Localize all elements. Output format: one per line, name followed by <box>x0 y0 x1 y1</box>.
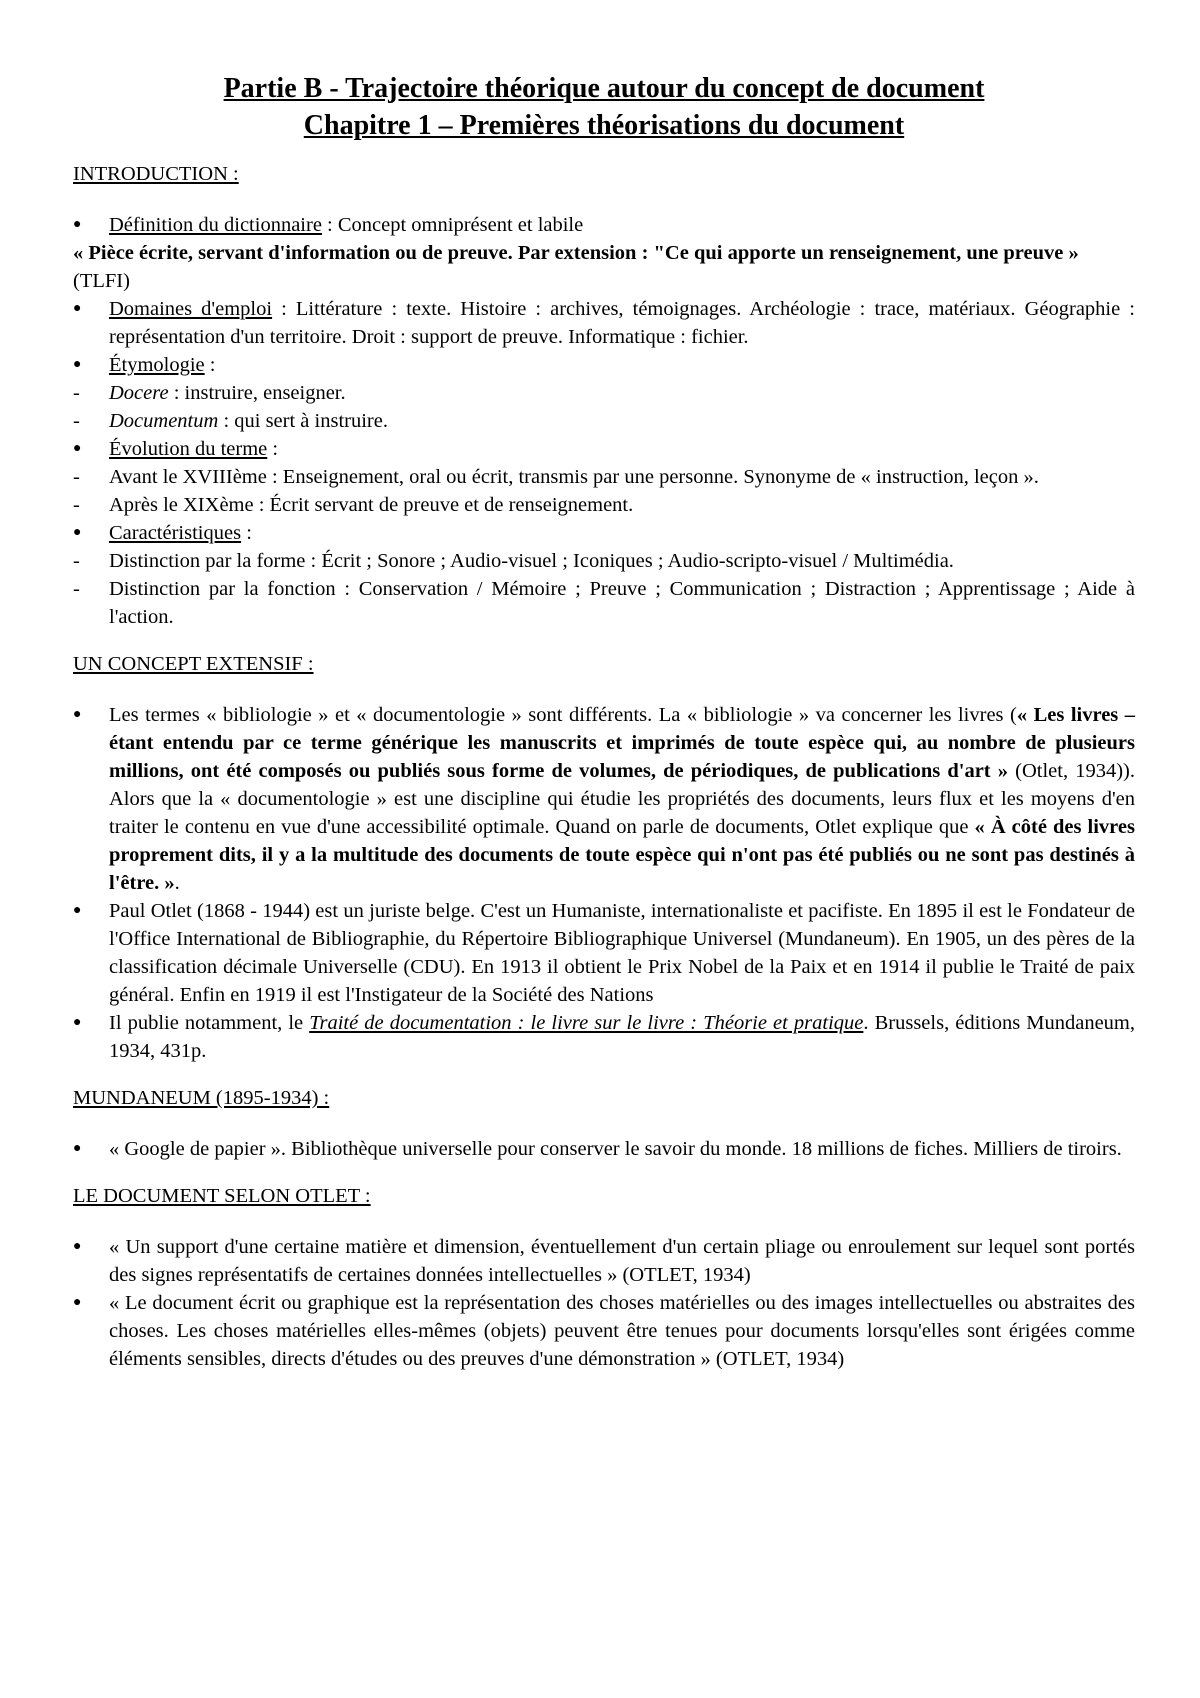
etymologie-suffix: : <box>204 354 216 376</box>
traite-text-a: Il publie notamment, le <box>109 1012 310 1034</box>
traite-title: Traité de documentation : le livre sur le livre : Théorie et pratique <box>309 1012 864 1034</box>
intro-list-evolution <box>73 435 1135 463</box>
list-item-bibliologie <box>73 701 1135 897</box>
etym-text-documentum: : qui sert à instruire. <box>218 410 388 432</box>
section-heading-concept-extensif: UN CONCEPT EXTENSIF : <box>73 653 314 675</box>
section-heading-introduction: INTRODUCTION : <box>73 163 239 185</box>
caracteristiques-sublist <box>73 547 1135 631</box>
documentologie-quote: « À côté des livres proprement dits, il y a la multitude des documents de toute espèce qui n'ont pas été publiés ou ne sont pas destinés à l'être. » <box>109 816 1135 894</box>
section-heading-mundaneum: MUNDANEUM (1895-1934) : <box>73 1087 330 1109</box>
list-item-otlet-document-ecrit: ● « Le document écrit ou graphique est la représentation des choses matérielles ou des images intellectuelles ou abstraites des choses. Les choses matérielles elles-mêmes (objets) peuvent être tenues pour documents lorsqu'elles sont érigées comme éléments sensibles, directs d'études ou des preuves d'une démonstration » (OTLET, 1934) <box>73 1289 1135 1373</box>
etymologie-item-docere <box>73 379 1135 407</box>
intro-list <box>73 211 1135 239</box>
mundaneum-list <box>73 1135 1135 1163</box>
page-title-part: Partie B - Trajectoire théorique autour du concept de document <box>223 73 985 104</box>
list-item-definition <box>73 211 1135 239</box>
evolution-item-before: - Avant le XVIIIème : Enseignement, oral ou écrit, transmis par une personne. Synonyme de « instruction, leçon ». <box>73 463 1135 491</box>
list-item-caracteristiques <box>73 519 1135 547</box>
domaines-text: : Littérature : texte. Histoire : archives, témoignages. Archéologie : trace, matériaux. Géographie : représentation d'un territoire. Droit : support de preuve. Informatique : fichier. <box>109 298 1135 348</box>
section-heading-document-selon-otlet: LE DOCUMENT SELON OTLET : <box>73 1185 371 1207</box>
definition-label: Définition du dictionnaire <box>109 214 322 236</box>
etymologie-sublist <box>73 379 1135 435</box>
list-item-paul-otlet: ● Paul Otlet (1868 - 1944) est un juriste belge. C'est un Humaniste, internationaliste et pacifiste. En 1895 il est le Fondateur de l'Office International de Bibliographie, du Répertoire Bibliographique Universel (Mundaneum). En 1905, un des pères de la classification décimale Universelle (CDU). En 1913 il obtient le Prix Nobel de la Paix et en 1914 il publie le Traité de paix général. Enfin en 1919 il est l'Instigateur de la Société des Nations <box>73 897 1135 1009</box>
evolution-item-after: - Après le XIXème : Écrit servant de preuve et de renseignement. <box>73 491 1135 519</box>
list-item-etymologie <box>73 351 1135 379</box>
domaines-label: Domaines d'emploi <box>109 298 273 320</box>
tlfi-quote-text: « Pièce écrite, servant d'information ou de preuve. Par extension : "Ce qui apporte un renseignement, une preuve » <box>73 242 1079 264</box>
definition-text: : Concept omniprésent et labile <box>321 214 584 236</box>
list-item-evolution <box>73 435 1135 463</box>
etym-word-docere: Docere <box>109 382 169 404</box>
list-item-otlet-support: ● « Un support d'une certaine matière et dimension, éventuellement d'un certain pliage ou enroulement sur lequel sont portés des signes représentatifs de certaines données intellectuelles » (OTLET, 1934) <box>73 1233 1135 1289</box>
list-item-domaines <box>73 295 1135 351</box>
page-title-chapter: Chapitre 1 – Premières théorisations du document <box>303 110 905 141</box>
bibliologie-text-a: Les termes « bibliologie » et « documentologie » sont différents. La « bibliologie » va concerner les livres ( <box>109 704 1017 726</box>
etym-word-documentum: Documentum <box>109 410 219 432</box>
concept-list <box>73 701 1135 1065</box>
etym-text-docere: : instruire, enseigner. <box>168 382 346 404</box>
caracteristiques-suffix: : <box>241 522 252 544</box>
list-item-google-de-papier: ● « Google de papier ». Bibliothèque universelle pour conserver le savoir du monde. 18 millions de fiches. Milliers de tiroirs. <box>73 1135 1135 1163</box>
bibliologie-quote: « Les livres – étant entendu par ce terme générique les manuscrits et imprimés de toute espèce qui, au nombre de plusieurs millions, ont été composés ou publiés sous forme de volumes, de périodiques, de publications d'art » <box>109 704 1136 782</box>
list-item-traite <box>73 1009 1135 1065</box>
evolution-label: Évolution du terme <box>109 438 268 460</box>
intro-list-continued <box>73 295 1135 379</box>
caracteristiques-label: Caractéristiques <box>109 522 242 544</box>
etymologie-label: Étymologie <box>109 354 205 376</box>
bibliologie-text-e: . <box>174 872 180 894</box>
traite-text-b: . Brussels, éditions Mundaneum, 1934, 431p. <box>109 1012 1135 1062</box>
evolution-suffix: : <box>267 438 279 460</box>
document-page <box>73 70 1135 1373</box>
bibliologie-text-c: (Otlet, 1934)). Alors que la « documentologie » est une discipline qui étudie les propriétés des documents, leurs flux et les moyens d'en traiter le contenu en vue d'une accessibilité optimale. Quand on parle de documents, Otlet explique que <box>109 760 1135 838</box>
evolution-sublist <box>73 463 1135 519</box>
etymologie-item-documentum <box>73 407 1135 435</box>
caracteristiques-item-fonction: - Distinction par la fonction : Conservation / Mémoire ; Preuve ; Communication ; Distraction ; Apprentissage ; Aide à l'action. <box>73 575 1135 631</box>
otlet-list <box>73 1233 1135 1373</box>
tlfi-quote <box>73 239 1135 295</box>
caracteristiques-item-forme: - Distinction par la forme : Écrit ; Sonore ; Audio-visuel ; Iconiques ; Audio-scripto-visuel / Multimédia. <box>73 547 1135 575</box>
tlfi-source: (TLFI) <box>73 270 130 292</box>
intro-list-caracteristiques <box>73 519 1135 547</box>
